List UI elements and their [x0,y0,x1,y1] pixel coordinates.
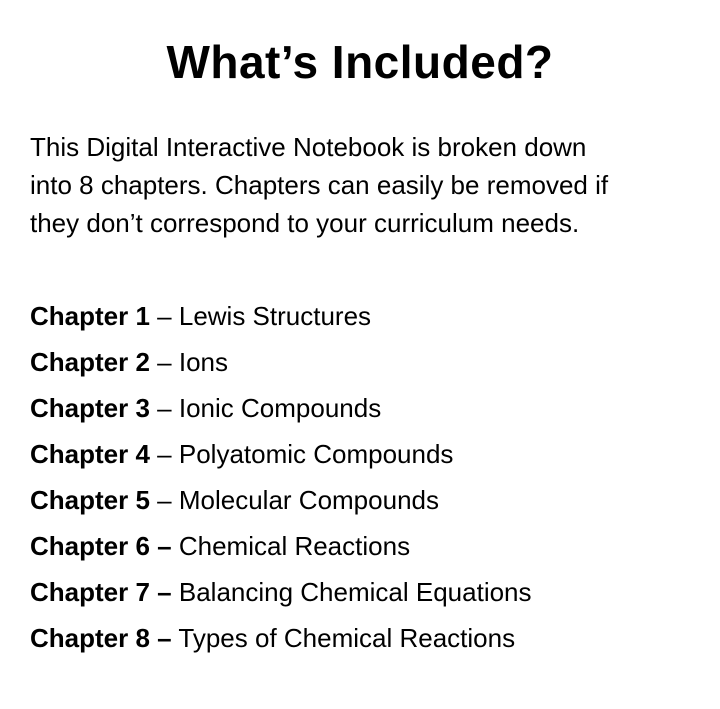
chapter-separator: – [157,531,172,561]
chapter-separator: – [157,393,172,423]
intro-paragraph [30,128,700,242]
chapter-separator: – [157,623,172,653]
chapter-item [30,385,710,431]
chapter-list [30,293,710,661]
chapter-item [30,615,710,661]
chapter-topic: Chemical Reactions [178,531,411,561]
chapter-topic: Ions [178,347,229,377]
intro-line: they don’t correspond to your curriculum needs. [30,208,580,238]
intro-line: This Digital Interactive Notebook is broken down [30,132,587,162]
intro-line: into 8 chapters. Chapters can easily be removed if [30,170,609,200]
chapter-label: Chapter 7 [30,577,150,607]
chapter-item [30,431,710,477]
chapter-topic: Ionic Compounds [178,393,382,423]
page-title: What’s Included? [166,36,554,88]
chapter-topic: Lewis Structures [178,301,372,331]
chapter-topic: Types of Chemical Reactions [178,623,516,653]
chapter-topic: Molecular Compounds [178,485,439,515]
chapter-item [30,477,710,523]
chapter-label: Chapter 6 [30,531,150,561]
chapter-item [30,523,710,569]
chapter-topic: Polyatomic Compounds [178,439,454,469]
chapter-label: Chapter 8 [30,623,150,653]
chapter-separator: – [157,485,172,515]
chapter-separator: – [157,439,172,469]
chapter-label: Chapter 4 [30,439,150,469]
chapter-item [30,339,710,385]
chapter-label: Chapter 5 [30,485,150,515]
chapter-item [30,293,710,339]
chapter-separator: – [157,301,172,331]
chapter-separator: – [157,347,172,377]
chapter-label: Chapter 1 [30,301,150,331]
chapter-label: Chapter 3 [30,393,150,423]
chapter-item [30,569,710,615]
chapter-topic: Balancing Chemical Equations [178,577,532,607]
chapter-label: Chapter 2 [30,347,150,377]
chapter-separator: – [157,577,172,607]
